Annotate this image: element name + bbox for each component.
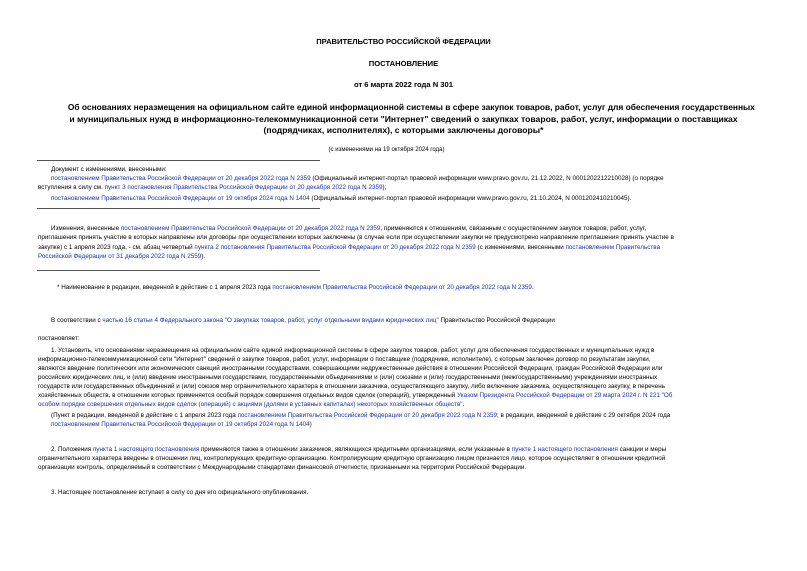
applicability-link-2359[interactable]: постановлением Правительства Российской Федерации от 20 декабря 2022 года N 2359 xyxy=(120,225,381,232)
entry-into-force-link[interactable]: пункт 3 постановления Правительства Российской Федерации от 20 декабря 2022 года N 2359 xyxy=(104,184,383,191)
change-item-1-cont: вступления в силу см. пункт 3 постановления Правительства Российской Федерации от 20 декабря 2022 года N 2359); xyxy=(38,184,387,191)
title-line-2: и муниципальных нужд в информационно-телекоммуникационной сети "Интернет" сведений о закупках товаров, работ, услуг, информации о поставщиках xyxy=(69,113,738,124)
point1-line-7: особом порядке совершения отдельных видов сделок (операций) с акциями (долями в уставных капиталах) некоторых хозяйственных обществ". xyxy=(38,401,465,408)
title-line-3: (подрядчиках, исполнителях), с которыми заключены договоры* xyxy=(263,125,544,135)
document-type: ПОСТАНОВЛЕНИЕ xyxy=(368,59,439,68)
title-line-1: Об основаниях неразмещения на официальном сайте единой информационной системы в сфере закупок товаров, работ, услуг для обеспечения государственных xyxy=(67,102,755,112)
resolution-2559-link[interactable]: постановлением Правительства xyxy=(565,244,661,251)
divider-mid xyxy=(37,208,320,209)
decides-word: постановляет: xyxy=(38,335,80,342)
point1-line-4: российских юридических лиц, и (или) введение иностранными государствами, государственными объединениями и (или) союзами и (или) государственными (межгосударственными) учреждениями иностранных xyxy=(38,374,658,381)
point1-line-3: являются введение политических или экономических санкций иностранными государствами, совершающими недружественные действия в отношении Российской Федерации, граждан Российской Федерации или xyxy=(38,365,663,372)
changes-intro: Документ с изменениями, внесенными: xyxy=(51,166,167,173)
resolution-2559-link-cont[interactable]: Российской Федерации от 31 декабря 2022 года N 2559 xyxy=(38,253,202,260)
divider-bottom xyxy=(37,270,320,271)
applicability-line-2: приглашения принять участие в которых направлены или договоры при осуществлении которых заключены (в случае если при осуществлении закупки не предусмотрено направление приглашения принять участие в xyxy=(38,234,674,241)
document-title xyxy=(60,102,755,137)
document-date-number: от 6 марта 2022 года N 301 xyxy=(354,80,453,89)
point2-line-1: 2. Положения пункта 1 настоящего постановления применяются также в отношении заказчиков, являющихся кредитными организациями, если указанные в пункте 1 настоящего постановления санкции и меры xyxy=(51,446,667,453)
point1-line-1: 1. Установить, что основаниями неразмещения на официальном сайте единой информационной системы в сфере закупок товаров, работ, услуг для обеспечения государственных и муниципальных нужд в xyxy=(51,347,655,354)
applicability-line-3: закупке) с 1 апреля 2023 года, - см. абзац четвертый пункта 2 постановления Правительства Российской Федерации от 20 декабря 2022 года N 2359 (с изменениями, внесенными постановлением Правительства xyxy=(38,244,661,251)
presidential-decree-link-cont[interactable]: особом порядке совершения отдельных видов сделок (операций) с акциями (долями в уставных капиталах) некоторых хозяйственных обществ" xyxy=(38,401,463,408)
divider-top xyxy=(37,160,320,161)
point1-line-2: информационно-телекоммуникационной сети "Интернет" сведений о закупке товаров, работ, услуг, информации о поставщике (подрядчике, исполнителе), с которым заключен договор по результатам закупки, xyxy=(38,356,651,363)
point1-edition-2: постановлением Правительства Российской Федерации от 19 октября 2024 года N 1404) xyxy=(51,421,312,428)
edition-link-2359[interactable]: постановлением Правительства Российской Федерации от 20 декабря 2022 года N 2359 xyxy=(237,412,498,419)
point1-line-5: государств или государственных объединений и (или) союзов мер ограничительного характера в отношении заказчика, осуществляющего закупку, либо включение заказчика, осуществляющего закупку, в перечень xyxy=(38,383,665,390)
change-link-2359[interactable]: постановлением Правительства Российской Федерации от 20 декабря 2022 года N 2359 xyxy=(51,175,311,182)
point1-edition-1: (Пункт в редакции, введенной в действие с 1 апреля 2023 года постановлением Правительства Российской Федерации от 20 декабря 2022 года N 2359; в редакции, введенной в действие с 29 октября 2024 года xyxy=(51,412,671,419)
change-link-1404[interactable]: постановлением Правительства Российской Федерации от 19 октября 2024 года N 1404 xyxy=(51,195,310,202)
point1-reference-link-2[interactable]: пункте 1 настоящего постановления xyxy=(511,446,618,453)
point1-line-6: хозяйственных обществ, в отношении которых применяется особый порядок совершения отдельных видов сделок (операций), утвержденный Указом Президента Российской Федерации от 29 марта 2024 г. N 221 "Об xyxy=(38,392,673,399)
edition-link-1404[interactable]: постановлением Правительства Российской Федерации от 19 октября 2024 года N 1404 xyxy=(51,421,310,428)
footnote-link[interactable]: постановлением Правительства Российской Федерации от 20 декабря 2022 года N 2359 xyxy=(272,284,532,291)
applicability-line-4: Российской Федерации от 31 декабря 2022 года N 2559). xyxy=(38,253,206,260)
point2-line-2: ограничительного характера введены в отношении лиц, контролирующих кредитную организацию. Контролирующим кредитную организацию лицом признается лицо, которое осуществляет в отношении кредитной xyxy=(38,455,666,462)
point2-line-3: организации контроль, определяемый в соответствии с Международными стандартами финансовой отчетности, признанными на территории Российской Федерации. xyxy=(38,464,527,471)
point1-reference-link[interactable]: пункта 1 настоящего постановления xyxy=(92,446,200,453)
applicability-line-1: Изменения, внесенные постановлением Правительства Российской Федерации от 20 декабря 2022 года N 2359, применяются к отношениям, связанным с осуществлением закупок товаров, работ, услуг, xyxy=(51,225,647,232)
presidential-decree-link[interactable]: Указом Президента Российской Федерации от 29 марта 2024 г. N 221 "Об xyxy=(457,392,673,399)
footnote: * Наименование в редакции, введенной в действие с 1 апреля 2023 года постановлением Правительства Российской Федерации от 20 декабря 2022 года N 2359. xyxy=(57,284,534,291)
federal-law-link[interactable]: частью 16 статьи 4 Федерального закона "О закупках товаров, работ, услуг отдельными видами юридических лиц" xyxy=(102,317,439,324)
preamble: В соответствии с частью 16 статьи 4 Федерального закона "О закупках товаров, работ, услуг отдельными видами юридических лиц" Правительство Российской Федерации xyxy=(51,317,555,324)
change-item-2: постановлением Правительства Российской Федерации от 19 октября 2024 года N 1404 (Официальный интернет-портал правовой информации www.pravo.gov.ru, 21.10.2024, N 0001202410210045). xyxy=(51,195,632,202)
change-item-1: постановлением Правительства Российской Федерации от 20 декабря 2022 года N 2359 (Официальный интернет-портал правовой информации www.pravo.gov.ru, 21.12.2022, N 0001202212210028) (о порядке xyxy=(51,175,664,182)
point2-2359-link[interactable]: пункта 2 постановления Правительства Российской Федерации от 20 декабря 2022 года N 2359 xyxy=(194,244,476,251)
revision-note: (с изменениями на 19 октября 2024 года) xyxy=(328,146,445,153)
point3: 3. Настоящее постановление вступает в силу со дня его официального опубликования. xyxy=(51,489,309,496)
government-heading: ПРАВИТЕЛЬСТВО РОССИЙСКОЙ ФЕДЕРАЦИИ xyxy=(316,37,491,46)
